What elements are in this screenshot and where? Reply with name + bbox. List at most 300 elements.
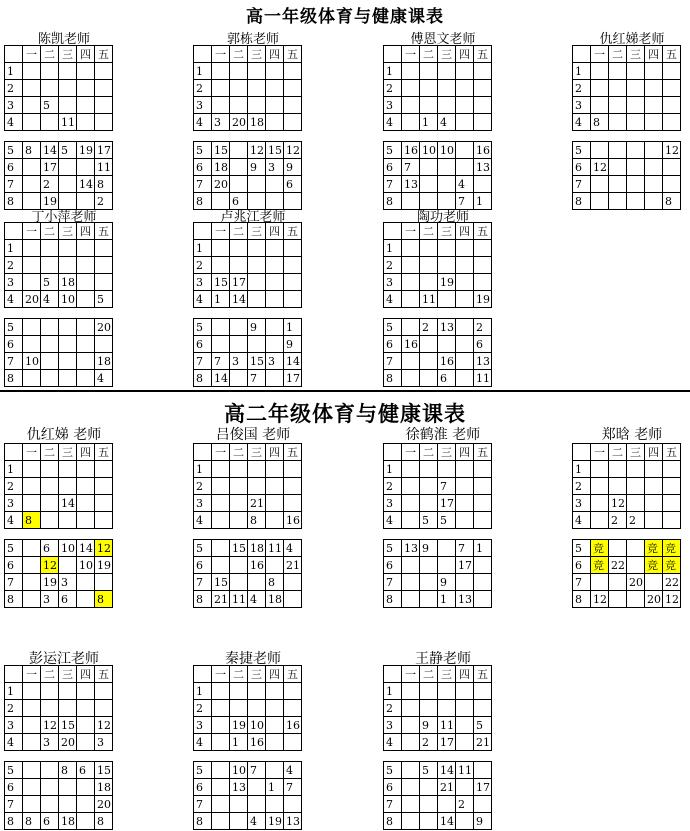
day-header: 五 [284, 666, 302, 683]
class-cell: 19 [41, 193, 59, 210]
class-cell: 竞 [591, 557, 609, 574]
period-label: 4 [5, 291, 23, 308]
class-cell: 16 [474, 142, 492, 159]
class-cell [41, 512, 59, 529]
class-cell [95, 63, 113, 80]
class-cell [77, 319, 95, 336]
class-cell [77, 813, 95, 830]
empty-cell [5, 529, 23, 540]
class-cell: 17 [95, 142, 113, 159]
class-cell [23, 159, 41, 176]
period-label: 3 [5, 717, 23, 734]
period-row [5, 319, 113, 336]
class-cell: 21 [284, 557, 302, 574]
class-cell [266, 80, 284, 97]
class-cell [627, 176, 645, 193]
class-cell [284, 574, 302, 591]
class-cell [420, 478, 438, 495]
class-cell [77, 478, 95, 495]
class-cell [212, 478, 230, 495]
class-cell [474, 240, 492, 257]
period-label: 5 [384, 319, 402, 336]
class-cell [212, 779, 230, 796]
period-label: 6 [194, 159, 212, 176]
empty-cell [41, 751, 59, 762]
class-cell [456, 63, 474, 80]
period-row [5, 114, 113, 131]
header-row [194, 666, 302, 683]
class-cell [456, 97, 474, 114]
class-cell [420, 683, 438, 700]
class-cell: 9 [420, 717, 438, 734]
day-header: 二 [41, 444, 59, 461]
class-cell: 2 [456, 796, 474, 813]
day-header: 一 [591, 46, 609, 63]
class-cell [266, 762, 284, 779]
class-cell [248, 240, 266, 257]
empty-cell [95, 529, 113, 540]
day-header: 四 [645, 46, 663, 63]
day-header: 二 [41, 666, 59, 683]
class-cell [59, 370, 77, 387]
class-cell: 9 [284, 159, 302, 176]
class-cell [420, 274, 438, 291]
class-cell [402, 762, 420, 779]
class-cell [230, 700, 248, 717]
class-cell [402, 97, 420, 114]
period-label: 7 [5, 176, 23, 193]
class-cell [23, 240, 41, 257]
class-cell [420, 80, 438, 97]
class-cell [456, 512, 474, 529]
class-cell: 2 [627, 512, 645, 529]
empty-cell [438, 308, 456, 319]
class-cell [402, 291, 420, 308]
class-cell [212, 63, 230, 80]
class-cell [456, 274, 474, 291]
teacher-name: 秦捷老师 [225, 651, 281, 667]
class-cell [59, 461, 77, 478]
class-cell [59, 557, 77, 574]
empty-cell [230, 131, 248, 142]
empty-cell [23, 131, 41, 142]
period-row [384, 291, 492, 308]
period-row [573, 97, 681, 114]
class-cell [609, 142, 627, 159]
class-cell: 3 [95, 734, 113, 751]
class-cell [212, 813, 230, 830]
period-row [384, 319, 492, 336]
day-header: 四 [266, 46, 284, 63]
period-label: 3 [5, 274, 23, 291]
period-label: 3 [573, 97, 591, 114]
class-cell [474, 97, 492, 114]
class-cell [402, 574, 420, 591]
corner-cell [194, 444, 212, 461]
class-cell [474, 461, 492, 478]
class-cell [420, 574, 438, 591]
class-cell [609, 80, 627, 97]
period-label: 1 [573, 461, 591, 478]
empty-cell [59, 529, 77, 540]
period-row [194, 63, 302, 80]
class-cell [663, 114, 681, 131]
class-cell [266, 683, 284, 700]
class-cell [248, 274, 266, 291]
class-cell: 18 [248, 114, 266, 131]
class-cell [609, 159, 627, 176]
break-row [384, 751, 492, 762]
class-cell [645, 574, 663, 591]
class-cell: 7 [438, 478, 456, 495]
class-cell: 15 [230, 540, 248, 557]
period-label: 2 [194, 80, 212, 97]
empty-cell [420, 308, 438, 319]
teacher-name: 丁小萍老师 [31, 210, 97, 225]
class-cell [474, 257, 492, 274]
class-cell [23, 591, 41, 608]
class-cell: 16 [284, 717, 302, 734]
class-cell: 19 [77, 142, 95, 159]
period-row [573, 512, 681, 529]
class-cell: 9 [248, 319, 266, 336]
class-cell: 2 [95, 193, 113, 210]
empty-cell [59, 751, 77, 762]
day-header: 五 [95, 666, 113, 683]
day-header: 一 [212, 444, 230, 461]
class-cell: 11 [456, 762, 474, 779]
period-row [384, 461, 492, 478]
class-cell: 19 [41, 574, 59, 591]
class-cell [77, 240, 95, 257]
class-cell: 17 [438, 495, 456, 512]
empty-cell [23, 308, 41, 319]
period-label: 5 [194, 762, 212, 779]
class-cell [627, 193, 645, 210]
teacher-name: 傅恩文老师 [410, 32, 476, 47]
class-cell: 10 [77, 557, 95, 574]
class-cell: 20 [59, 734, 77, 751]
period-row [194, 142, 302, 159]
class-cell: 17 [230, 274, 248, 291]
period-label: 5 [5, 762, 23, 779]
class-cell [663, 495, 681, 512]
class-cell [95, 97, 113, 114]
class-cell [41, 257, 59, 274]
period-label: 3 [384, 717, 402, 734]
class-cell [41, 762, 59, 779]
class-cell [266, 176, 284, 193]
day-header: 二 [41, 223, 59, 240]
class-cell [230, 336, 248, 353]
class-cell [284, 796, 302, 813]
class-cell [663, 176, 681, 193]
empty-cell [456, 751, 474, 762]
class-cell [59, 159, 77, 176]
period-row [573, 591, 681, 608]
period-label: 3 [5, 495, 23, 512]
class-cell [474, 274, 492, 291]
class-cell [474, 591, 492, 608]
class-cell: 8 [591, 114, 609, 131]
period-row [573, 80, 681, 97]
class-cell [284, 683, 302, 700]
period-label: 2 [384, 700, 402, 717]
period-label: 5 [384, 762, 402, 779]
class-cell [230, 512, 248, 529]
class-cell: 1 [420, 114, 438, 131]
class-cell: 5 [59, 142, 77, 159]
period-label: 4 [384, 291, 402, 308]
class-cell [645, 193, 663, 210]
period-label: 4 [573, 114, 591, 131]
empty-cell [663, 529, 681, 540]
header-row [5, 666, 113, 683]
class-cell [402, 353, 420, 370]
day-header: 五 [95, 46, 113, 63]
empty-cell [474, 751, 492, 762]
period-row [5, 80, 113, 97]
class-cell [591, 574, 609, 591]
class-cell [284, 97, 302, 114]
period-row [194, 796, 302, 813]
period-label: 6 [573, 557, 591, 574]
class-cell [230, 176, 248, 193]
class-cell [591, 176, 609, 193]
class-cell [212, 495, 230, 512]
class-cell [456, 370, 474, 387]
class-cell [420, 813, 438, 830]
class-cell [609, 574, 627, 591]
class-cell [609, 540, 627, 557]
period-row [5, 779, 113, 796]
class-cell [59, 63, 77, 80]
period-row [573, 574, 681, 591]
day-header: 五 [284, 444, 302, 461]
class-cell [402, 114, 420, 131]
class-cell: 1 [284, 319, 302, 336]
day-header: 四 [456, 46, 474, 63]
period-label: 2 [5, 478, 23, 495]
day-header: 一 [402, 444, 420, 461]
corner-cell [5, 666, 23, 683]
empty-cell [438, 529, 456, 540]
empty-cell [456, 308, 474, 319]
period-row [573, 557, 681, 574]
class-cell [41, 683, 59, 700]
class-cell: 20 [212, 176, 230, 193]
class-cell [266, 97, 284, 114]
class-cell [627, 461, 645, 478]
class-cell [645, 159, 663, 176]
class-cell [266, 512, 284, 529]
period-label: 4 [5, 512, 23, 529]
teacher-name: 王静老师 [415, 651, 471, 667]
class-cell: 9 [438, 574, 456, 591]
empty-cell [573, 131, 591, 142]
class-cell: 8 [59, 762, 77, 779]
class-cell [284, 80, 302, 97]
class-cell [284, 591, 302, 608]
class-cell [420, 97, 438, 114]
period-label: 6 [384, 159, 402, 176]
corner-cell [5, 223, 23, 240]
class-cell: 12 [41, 557, 59, 574]
period-label: 7 [384, 796, 402, 813]
class-cell [248, 796, 266, 813]
class-cell [609, 97, 627, 114]
empty-cell [591, 529, 609, 540]
empty-cell [95, 751, 113, 762]
period-row [194, 97, 302, 114]
day-header: 五 [284, 223, 302, 240]
class-cell: 11 [438, 717, 456, 734]
period-row [384, 97, 492, 114]
period-label: 2 [5, 700, 23, 717]
header-row [194, 223, 302, 240]
class-cell [663, 461, 681, 478]
period-row [573, 142, 681, 159]
class-cell [420, 461, 438, 478]
class-cell [230, 319, 248, 336]
class-cell [591, 461, 609, 478]
class-cell: 竞 [663, 557, 681, 574]
class-cell: 18 [266, 591, 284, 608]
class-cell [41, 779, 59, 796]
class-cell: 7 [248, 762, 266, 779]
teacher-name: 陈凯老师 [37, 32, 90, 47]
class-cell: 1 [266, 779, 284, 796]
class-cell [266, 63, 284, 80]
class-cell [230, 159, 248, 176]
period-label: 4 [194, 114, 212, 131]
period-row [194, 353, 302, 370]
period-label: 5 [573, 540, 591, 557]
period-row [5, 63, 113, 80]
class-cell [456, 257, 474, 274]
class-cell: 17 [438, 734, 456, 751]
class-cell: 2 [474, 319, 492, 336]
class-cell: 5 [474, 717, 492, 734]
class-cell [23, 97, 41, 114]
class-cell: 10 [420, 142, 438, 159]
class-cell [248, 63, 266, 80]
class-cell [266, 557, 284, 574]
class-cell: 9 [284, 336, 302, 353]
period-row [384, 142, 492, 159]
period-label: 8 [5, 193, 23, 210]
class-cell [23, 762, 41, 779]
class-cell: 22 [609, 557, 627, 574]
class-cell [474, 512, 492, 529]
class-cell: 20 [23, 291, 41, 308]
class-cell: 6 [230, 193, 248, 210]
class-cell [248, 779, 266, 796]
empty-cell [77, 751, 95, 762]
period-row [384, 257, 492, 274]
break-row [384, 131, 492, 142]
schedule-table [572, 45, 681, 210]
period-label: 5 [194, 319, 212, 336]
break-row [5, 131, 113, 142]
period-row [194, 240, 302, 257]
day-header: 五 [95, 444, 113, 461]
class-cell [438, 176, 456, 193]
class-cell [41, 700, 59, 717]
class-cell [41, 336, 59, 353]
class-cell [645, 176, 663, 193]
teacher-name: 郑晗 老师 [601, 427, 663, 443]
period-label: 2 [5, 80, 23, 97]
period-label: 6 [194, 557, 212, 574]
period-label: 4 [384, 114, 402, 131]
class-cell: 13 [402, 540, 420, 557]
class-cell [420, 63, 438, 80]
class-cell: 10 [438, 142, 456, 159]
class-cell [284, 63, 302, 80]
class-cell [77, 291, 95, 308]
header-row [384, 223, 492, 240]
empty-cell [284, 131, 302, 142]
day-header: 二 [230, 46, 248, 63]
class-cell [77, 63, 95, 80]
day-header: 二 [420, 444, 438, 461]
class-cell: 7 [402, 159, 420, 176]
empty-cell [627, 529, 645, 540]
class-cell [609, 176, 627, 193]
empty-cell [474, 308, 492, 319]
class-cell [266, 114, 284, 131]
class-cell [284, 461, 302, 478]
class-cell [212, 461, 230, 478]
class-cell [456, 142, 474, 159]
class-cell [627, 142, 645, 159]
empty-cell [645, 529, 663, 540]
class-cell: 4 [248, 591, 266, 608]
class-cell: 19 [438, 274, 456, 291]
class-cell: 12 [95, 717, 113, 734]
period-row [384, 274, 492, 291]
class-cell [438, 80, 456, 97]
class-cell [95, 574, 113, 591]
period-row [573, 114, 681, 131]
day-header: 一 [212, 46, 230, 63]
empty-cell [230, 529, 248, 540]
class-cell: 15 [266, 142, 284, 159]
period-label: 3 [194, 97, 212, 114]
class-cell [402, 796, 420, 813]
class-cell [266, 336, 284, 353]
class-cell [212, 717, 230, 734]
class-cell: 18 [95, 353, 113, 370]
period-label: 8 [384, 591, 402, 608]
empty-cell [5, 308, 23, 319]
class-cell [212, 257, 230, 274]
class-cell: 10 [59, 540, 77, 557]
class-cell: 9 [420, 540, 438, 557]
header-row [384, 666, 492, 683]
class-cell: 20 [95, 796, 113, 813]
class-cell [230, 257, 248, 274]
class-cell: 4 [95, 370, 113, 387]
class-cell [248, 257, 266, 274]
class-cell [474, 762, 492, 779]
class-cell [591, 142, 609, 159]
class-cell: 6 [59, 591, 77, 608]
schedule-table [193, 222, 302, 387]
class-cell: 2 [420, 319, 438, 336]
period-label: 4 [194, 291, 212, 308]
